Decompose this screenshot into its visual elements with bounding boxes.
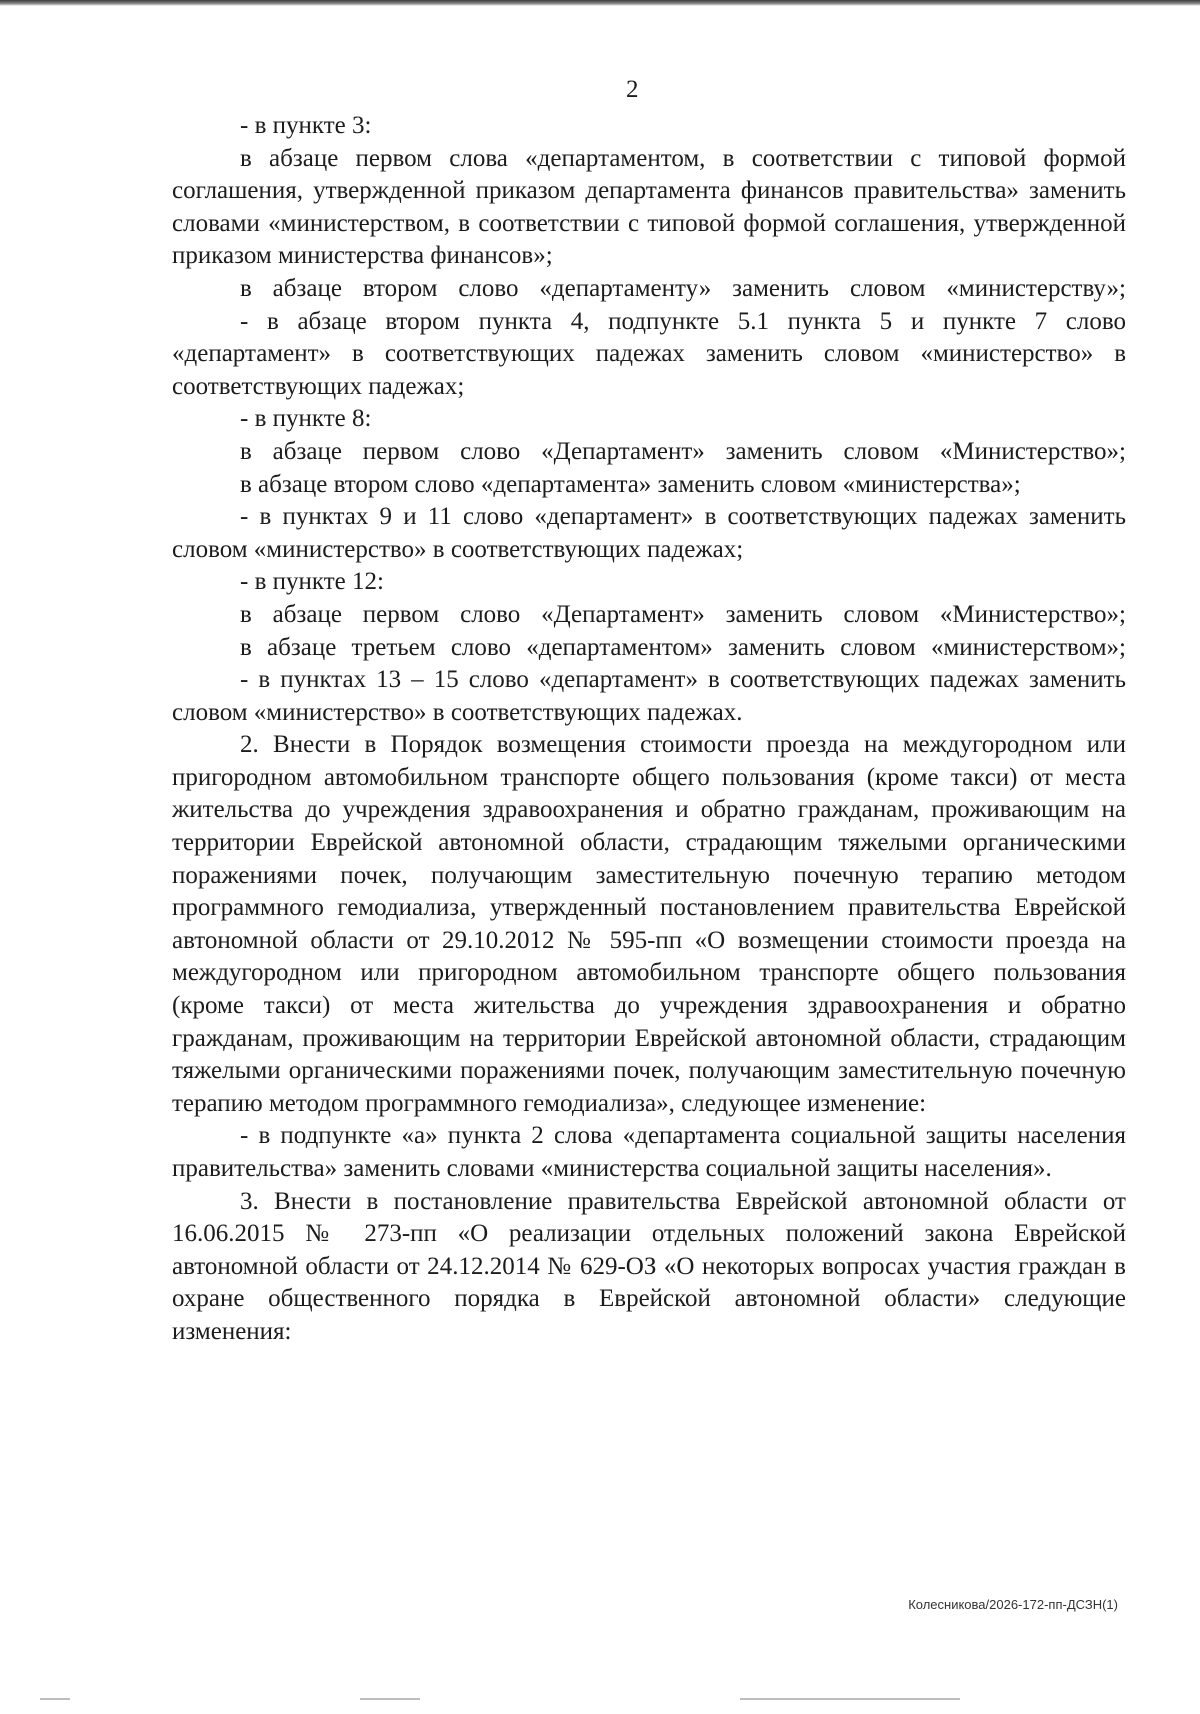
paragraph-6: в абзаце первом слово «Департамент» заменить словом «Министерство»; — [240, 437, 1126, 465]
page-number: 2 — [626, 76, 639, 103]
paragraph-10: в абзаце первом слово «Департамент» заменить словом «Министерство»; — [240, 600, 1126, 628]
paragraph-3: в абзаце втором слово «департаменту» заменить словом «министерству»; — [240, 274, 1126, 302]
paragraph-11: в абзаце третьем слово «департаментом» заменить словом «министерством»; — [240, 633, 1126, 661]
paragraph-9: - в пункте 12: — [240, 568, 384, 596]
paragraph-4: - в абзаце втором пункта 4, подпункте 5.1 пункта 5 и пункте 7 слово «департамент» в соответствующих падежах заменить словом «министерство» в соответствующих падежах; — [172, 307, 1126, 400]
paragraph-2: в абзаце первом слова «департаментом, в соответствии с типовой формой соглашения, утвержденной приказом департамента финансов правительства» заменить словами «министерством, в соответствии с типовой формой соглашения, утвержденной приказом министерства финансов»; — [172, 144, 1126, 270]
paragraph-7: в абзаце втором слово «департамента» заменить словом «министерства»; — [240, 470, 1021, 498]
paragraph-14: - в подпункте «а» пункта 2 слова «департамента социальной защиты населения правительства» заменить словами «министерства социальной защиты населения». — [172, 1122, 1126, 1182]
paragraph-12: - в пунктах 13 – 15 слово «департамент» в соответствующих падежах заменить словом «министерство» в соответствующих падежах. — [172, 666, 1126, 726]
paragraph-5: - в пункте 8: — [240, 405, 372, 433]
paragraph-15: 3. Внести в постановление правительства Еврейской автономной области от 16.06.2015 № 273-пп «О реализации отдельных положений закона Еврейской автономной области от 24.12.2014 № 629-ОЗ «О некоторых вопросах участия граждан в охране общественного порядка в Еврейской автономной области» следующие изменения: — [172, 1187, 1126, 1345]
footer-document-code: Колесникова/2026-172-пп-ДСЗН(1) — [908, 1597, 1118, 1612]
paragraph-8: - в пунктах 9 и 11 слово «департамент» в соответствующих падежах заменить словом «министерство» в соответствующих падежах; — [172, 503, 1126, 563]
paragraph-13: 2. Внести в Порядок возмещения стоимости проезда на междугородном или пригородном автомобильном транспорте общего пользования (кроме такси) от места жительства до учреждения здравоохранения и обратно гражданам, проживающим на территории Еврейской автономной области, страдающим тяжелыми органическими поражениями почек, получающим заместительную почечную терапию методом программного гемодиализа, утвержденный постановлением правительства Еврейской автономной области от 29.10.2012 № 595-пп «О возмещении стоимости проезда на междугородном или пригородном автомобильном транспорте общего пользования (кроме такси) от места жительства до учреждения здравоохранения и обратно гражданам, проживающим на территории Еврейской автономной области, страдающим тяжелыми органическими поражениями почек, получающим заместительную почечную терапию методом программного гемодиализа», следующее изменение: — [172, 731, 1126, 1117]
scan-artifact — [40, 1698, 70, 1700]
scan-artifact — [360, 1698, 420, 1700]
scan-artifact — [740, 1698, 960, 1700]
document-body — [172, 110, 1126, 1349]
paragraph-1: - в пункте 3: — [240, 112, 372, 139]
